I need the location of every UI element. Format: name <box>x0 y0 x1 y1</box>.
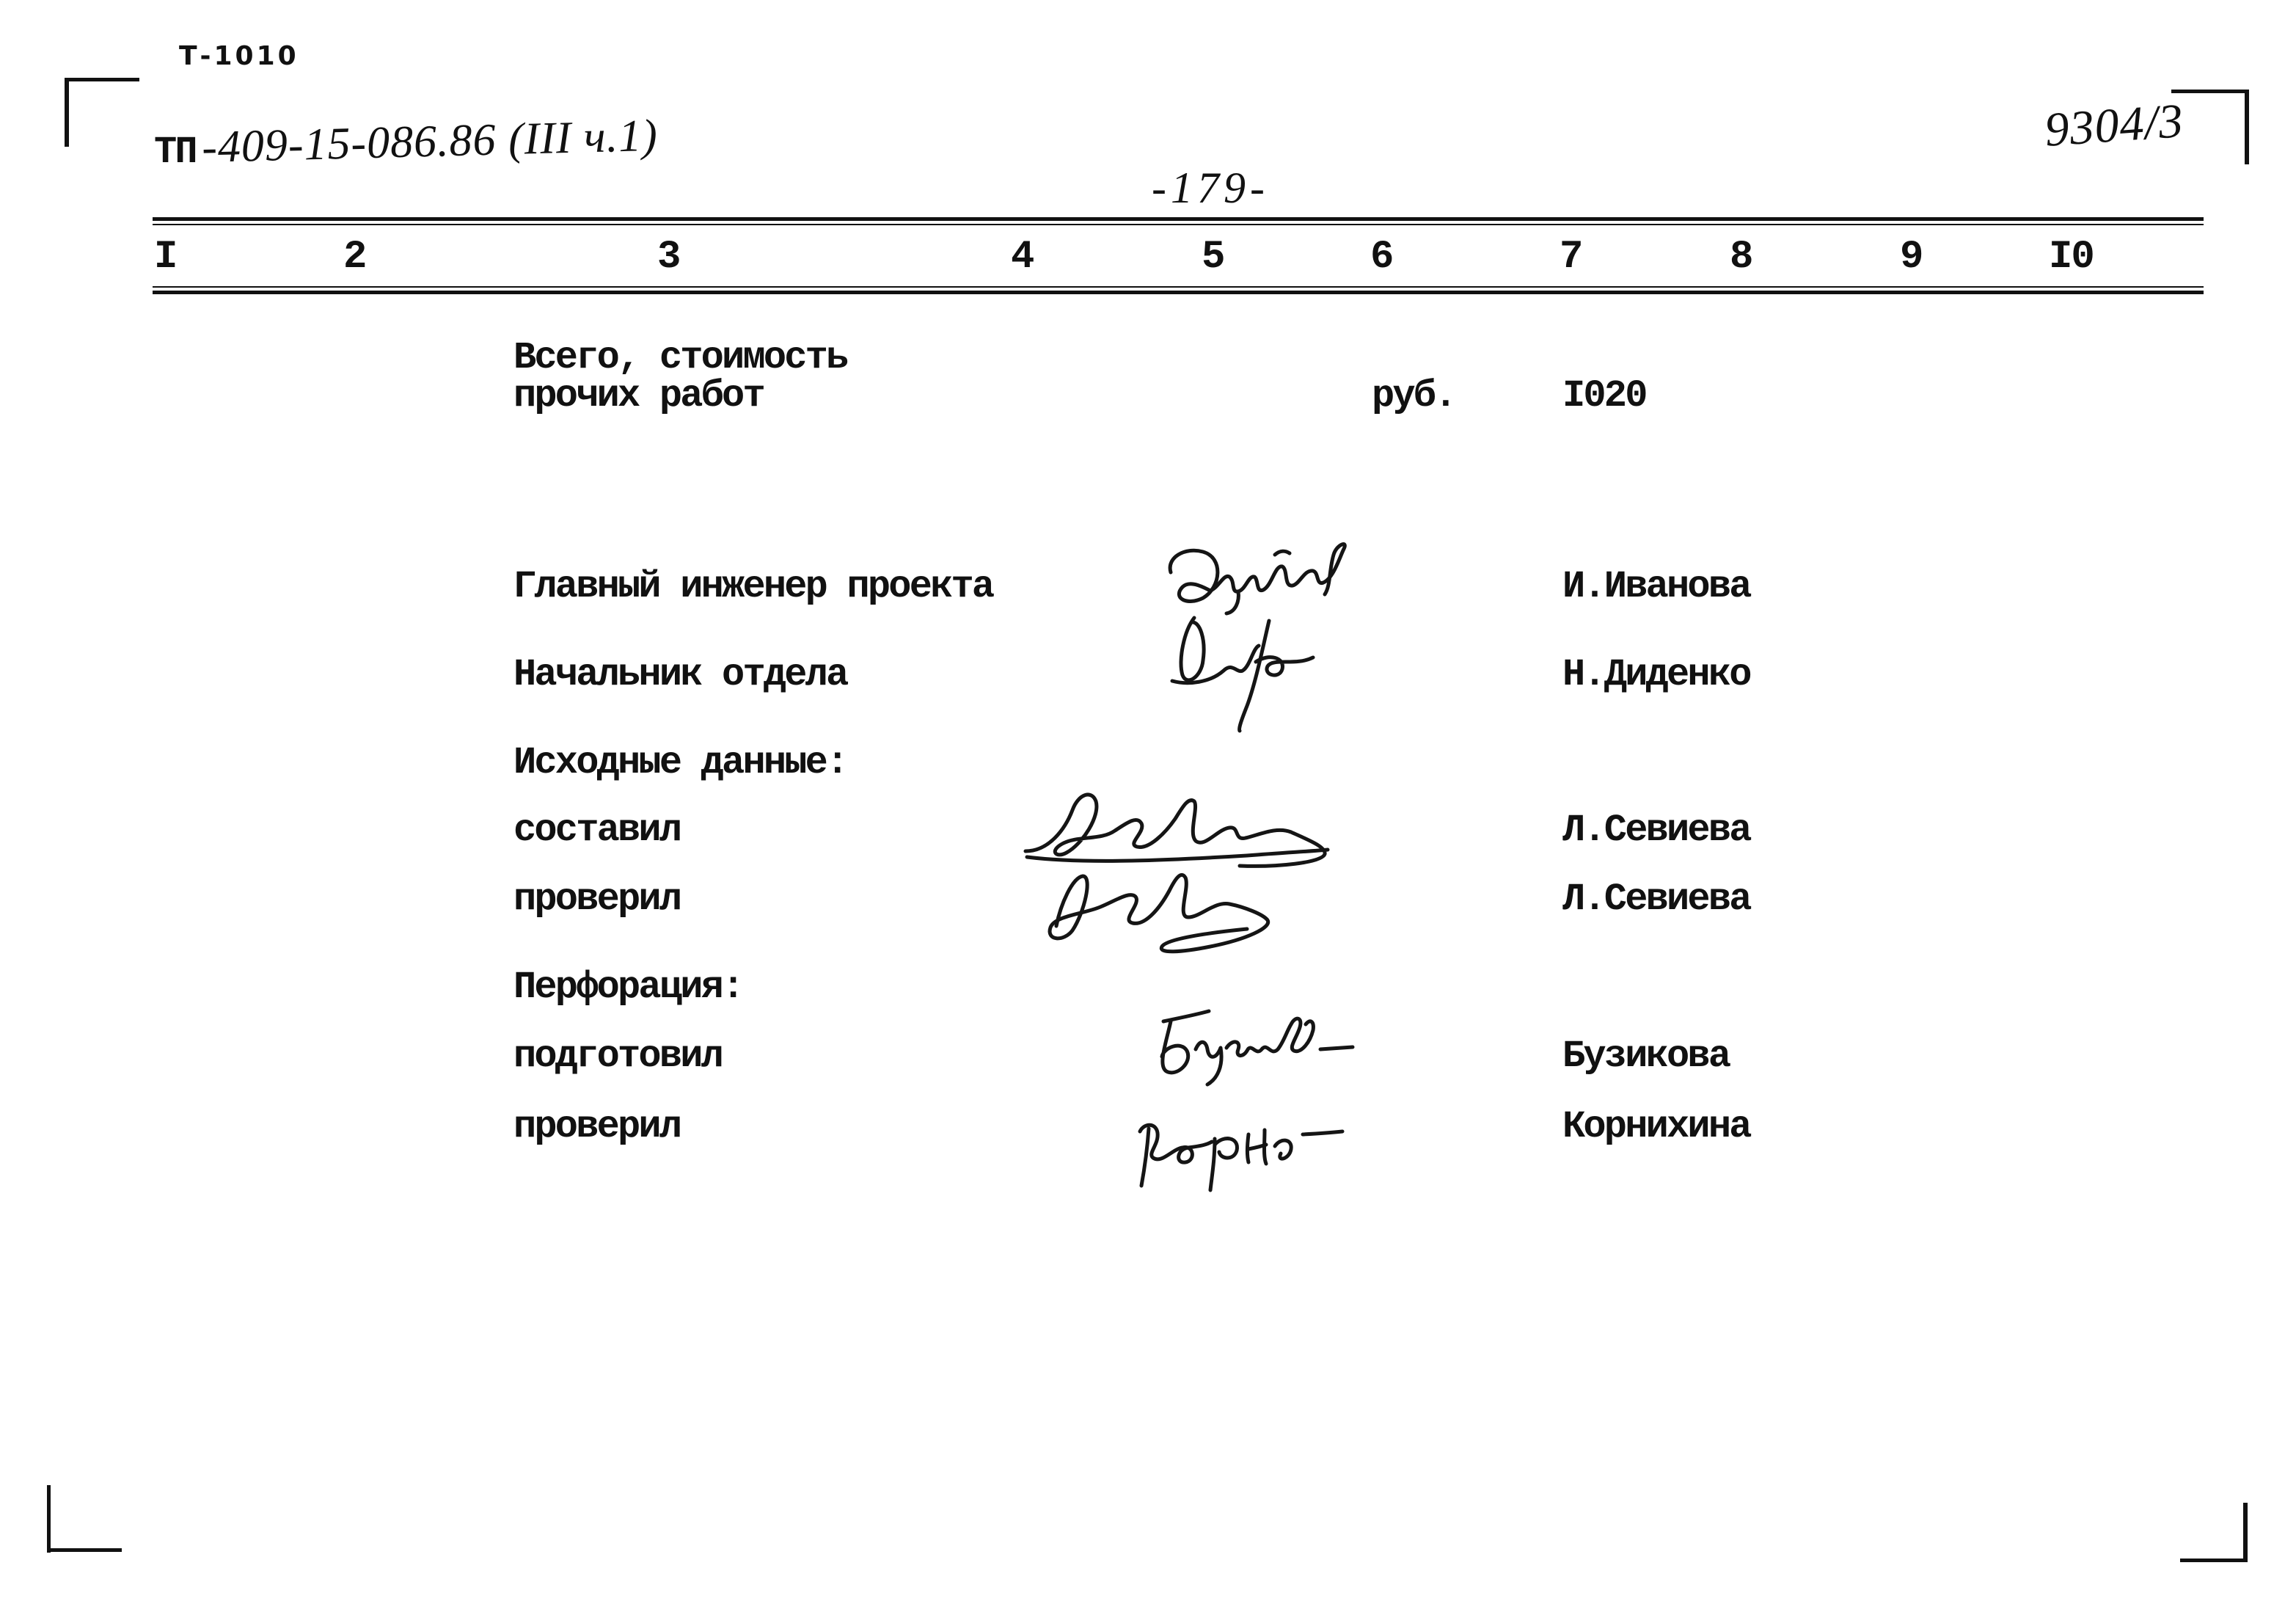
section-heading: Перфорация: <box>513 966 743 1009</box>
signatory-role: подготовил <box>513 1035 723 1078</box>
signatory-name: Н.Диденко <box>1562 653 1750 696</box>
table-header-bottom-rule <box>153 286 2204 288</box>
signature-perforation-prepared <box>1162 1011 1353 1084</box>
signatory-role: составил <box>513 809 681 852</box>
document-code: Т-1010 <box>179 41 299 71</box>
corner-mark-line <box>65 78 69 147</box>
table-header-bottom-rule <box>153 291 2204 294</box>
signature-chief-engineer <box>1170 544 1345 613</box>
corner-mark-line <box>2171 90 2249 93</box>
signatory-role: проверил <box>513 878 681 921</box>
table-header-top-rule <box>153 217 2204 221</box>
signature-compiled <box>1025 795 1328 866</box>
column-number: 5 <box>1202 235 1224 280</box>
section-heading: Исходные данные: <box>513 741 847 784</box>
page-number: -179- <box>1152 164 1269 212</box>
designation-prefix: ТП <box>154 131 196 174</box>
column-number: I0 <box>2049 235 2094 280</box>
signatory-name: Л.Севиева <box>1562 809 1750 852</box>
total-label: прочих работ <box>513 374 764 418</box>
column-number: I <box>154 235 177 280</box>
designation-number: -409-15-086.86 (III ч.1) <box>201 110 659 172</box>
corner-mark-line <box>47 1548 122 1552</box>
column-number: 7 <box>1560 235 1582 280</box>
corner-mark-line <box>2180 1559 2248 1562</box>
corner-mark-line <box>47 1485 51 1553</box>
total-value: I020 <box>1562 374 1646 418</box>
column-number: 8 <box>1730 235 1752 280</box>
column-number: 2 <box>343 235 366 280</box>
signatory-role: проверил <box>513 1105 681 1148</box>
sheet-number-wrap <box>2043 93 2186 157</box>
total-unit: руб. <box>1372 374 1455 418</box>
total-label: Всего, стоимость <box>513 336 847 379</box>
corner-mark-line <box>2243 1503 2248 1561</box>
signatory-name: Корнихина <box>1562 1105 1750 1148</box>
signatory-role: Начальник отдела <box>513 653 847 696</box>
signature-department-head <box>1172 618 1313 731</box>
signatory-role: Главный инженер проекта <box>513 565 993 608</box>
sheet-number: 9304/3 <box>2043 93 2186 157</box>
signatory-name: Бузикова <box>1562 1035 1730 1078</box>
signatory-name: И.Иванова <box>1562 565 1750 608</box>
corner-mark-line <box>2245 90 2249 164</box>
page-number-wrap <box>1152 166 1269 210</box>
column-number: 9 <box>1900 235 1923 280</box>
corner-mark-line <box>65 78 139 81</box>
column-number: 3 <box>657 235 680 280</box>
column-number: 6 <box>1370 235 1393 280</box>
signature-perforation-checked <box>1140 1125 1342 1190</box>
designation <box>201 110 659 172</box>
signature-source-checked <box>1050 875 1268 951</box>
column-number: 4 <box>1011 235 1034 280</box>
table-header-top-rule <box>153 224 2204 225</box>
signatory-name: Л.Севиева <box>1562 878 1750 921</box>
